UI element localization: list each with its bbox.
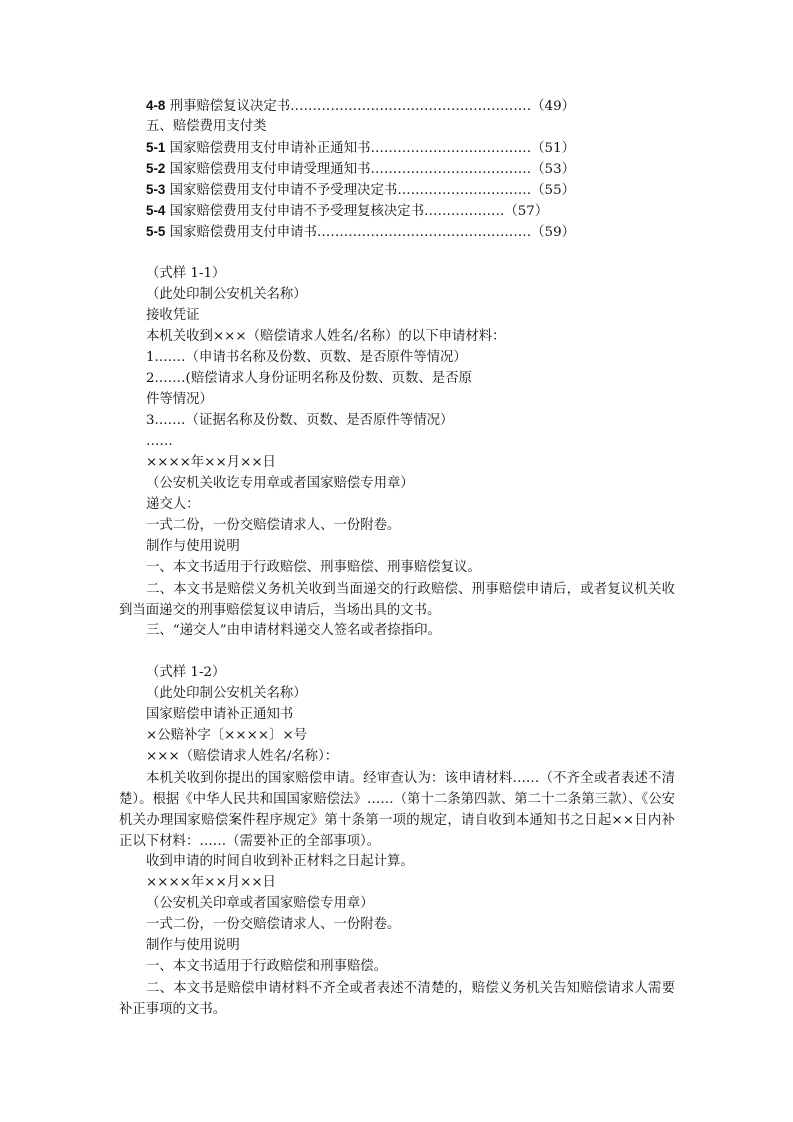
form2-line: 收到申请的时间自收到补正材料之日起计算。	[146, 854, 414, 869]
toc-leader: …………………………	[397, 183, 532, 198]
toc-title: 国家赔偿费用支付申请不予受理复核决定书	[169, 204, 425, 219]
form1-submitter: 递交人：	[146, 497, 200, 512]
form1-line: 3.……（证据名称及份数、页数、是否原件等情况）	[146, 413, 454, 428]
toc-page: （49）	[531, 99, 575, 114]
toc-item-5-2	[146, 159, 575, 180]
toc-number: 5-3	[146, 182, 166, 197]
toc-item-5-3	[146, 180, 575, 201]
form2-doc-number: ×公赔补字〔××××〕×号	[146, 728, 308, 743]
form1-instruction-paragraph: 二、本文书是赔偿义务机关收到当面递交的行政赔偿、刑事赔偿申请后，或者复议机关收到当面递交的刑事赔偿复议申请后，当场出具的文书。	[119, 582, 675, 618]
toc-item-4-8	[146, 96, 575, 117]
form1-date: ××××年××月××日	[146, 455, 276, 470]
form1-line: 1.……（申请书名称及份数、页数、是否原件等情况）	[146, 350, 467, 365]
toc-leader: ………………	[424, 204, 505, 219]
toc-title: 国家赔偿费用支付申请受理通知书	[169, 162, 371, 177]
form2-addressee: ×××（赔偿请求人姓名/名称）：	[146, 749, 339, 764]
toc-leader: ………………………………	[370, 141, 532, 156]
toc-item-5-1	[146, 138, 575, 159]
form1-line: 2.……(赔偿请求人身份证明名称及份数、页数、是否原	[146, 371, 472, 386]
form1-org: （此处印制公安机关名称）	[146, 287, 307, 302]
toc-number: 4-8	[146, 98, 166, 113]
toc-title: 五、赔偿费用支付类	[146, 119, 267, 134]
toc-leader: ………………………………………………	[290, 99, 532, 114]
form2-seal: （公安机关印章或者国家赔偿专用章）	[146, 896, 374, 911]
form2-title: 国家赔偿申请补正通知书	[146, 707, 294, 722]
toc-number: 5-2	[146, 161, 166, 176]
toc-number: 5-5	[146, 224, 166, 239]
form2-label: （式样 1-2）	[146, 665, 226, 680]
toc-number: 5-1	[146, 140, 166, 155]
toc-number: 5-4	[146, 203, 166, 218]
form1-line: 本机关收到×××（赔偿请求人姓名/名称）的以下申请材料：	[146, 329, 506, 344]
toc-leader: …………………………………………	[316, 225, 532, 240]
toc-page: （51）	[531, 141, 575, 156]
form2-instruction: 一、本文书适用于行政赔偿和刑事赔偿。	[146, 959, 388, 974]
form2-instruction-paragraph: 二、本文书是赔偿申请材料不齐全或者表述不清楚的，赔偿义务机关告知赔偿请求人需要补正事项的文书。	[119, 981, 675, 1017]
form1-line: 件等情况）	[146, 392, 213, 407]
form1-instruction: 三、“递交人”由申请材料递交人签名或者捺指印。	[146, 623, 441, 638]
toc-page: （57）	[504, 204, 549, 219]
form2-instructions-heading: 制作与使用说明	[146, 938, 240, 953]
toc-page: （53）	[531, 162, 575, 177]
toc-item-5-4	[146, 201, 548, 222]
form2-date: ××××年××月××日	[146, 875, 276, 890]
toc-leader: ………………………………	[370, 162, 532, 177]
form2-body-paragraph: 本机关收到你提出的国家赔偿申请。经审查认为：该申请材料……（不齐全或者表述不清楚）。根据《中华人民共和国国家赔偿法》……（第十二条第四款、第二十二条第三款）、《公安机关办理国家赔偿案件程序规定》第十条第一项的规定，请自收到本通知书之日起××日内补正以下材料：……（需要补正的全部事项）。	[119, 771, 675, 849]
form1-instructions-heading: 制作与使用说明	[146, 539, 240, 554]
form2-copies: 一式二份，一份交赔偿请求人、一份附卷。	[146, 917, 401, 932]
form1-line: ……	[146, 434, 173, 449]
toc-page: （55）	[531, 183, 575, 198]
toc-item-5-5	[146, 222, 575, 243]
toc-title: 刑事赔偿复议决定书	[169, 99, 291, 114]
form1-seal: （公安机关收讫专用章或者国家赔偿专用章）	[146, 476, 414, 491]
toc-section-heading	[146, 117, 267, 137]
form1-copies: 一式二份，一份交赔偿请求人、一份附卷。	[146, 518, 401, 533]
toc-title: 国家赔偿费用支付申请不予受理决定书	[169, 183, 398, 198]
toc-page: （59）	[531, 225, 575, 240]
toc-title: 国家赔偿费用支付申请书	[169, 225, 317, 240]
form1-label: （式样 1-1）	[146, 266, 226, 281]
form2-org: （此处印制公安机关名称）	[146, 686, 307, 701]
form1-title: 接收凭证	[146, 308, 200, 323]
form1-instruction: 一、本文书适用于行政赔偿、刑事赔偿、刑事赔偿复议。	[146, 560, 481, 575]
toc-title: 国家赔偿费用支付申请补正通知书	[169, 141, 371, 156]
